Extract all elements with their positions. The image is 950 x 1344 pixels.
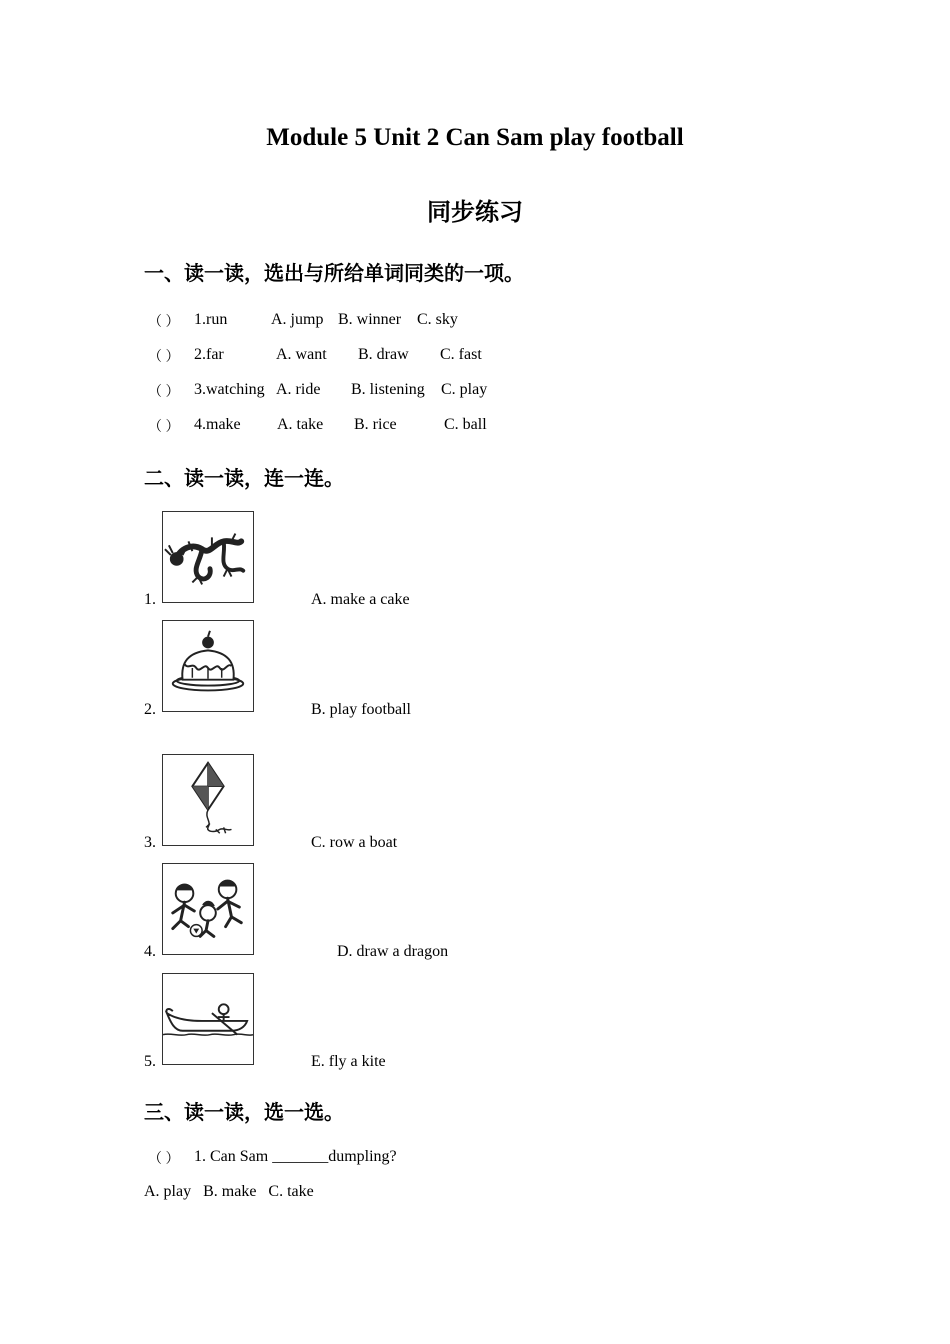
option-b: B. rice: [354, 416, 397, 433]
option-a: A. jump: [271, 311, 324, 328]
option-a: A. ride: [276, 381, 321, 398]
question-word: 4.make: [194, 416, 241, 433]
kite-icon[interactable]: [162, 754, 254, 846]
question-word: 3.watching: [194, 381, 265, 398]
question-word: 1.run: [194, 311, 228, 328]
item-number: 4.: [144, 943, 156, 960]
page-title: Module 5 Unit 2 Can Sam play football: [266, 124, 684, 151]
section1-heading: 一、读一读，选出与所给单词同类的一项。: [144, 261, 524, 285]
section2-heading: 二、读一读，连一连。: [144, 466, 344, 490]
option-c: C. sky: [417, 311, 458, 328]
match-phrase[interactable]: B. play football: [311, 701, 411, 718]
boat-icon[interactable]: [162, 973, 254, 1065]
answer-options: A. play B. make C. take: [144, 1183, 314, 1200]
section3-heading: 三、读一读，选一选。: [144, 1100, 344, 1124]
question-text: 1. Can Sam _______dumpling?: [194, 1148, 397, 1165]
question-word: 2.far: [194, 346, 224, 363]
option-c: C. play: [441, 381, 488, 398]
football-kids-icon[interactable]: [162, 863, 254, 955]
option-b: B. draw: [358, 346, 409, 363]
answer-blank[interactable]: （ ）: [148, 420, 180, 435]
page-subtitle: 同步练习: [427, 198, 523, 226]
option-c: C. ball: [444, 416, 487, 433]
option-c: C. fast: [440, 346, 482, 363]
item-number: 3.: [144, 834, 156, 851]
option-a: A. want: [276, 346, 327, 363]
item-number: 5.: [144, 1053, 156, 1070]
answer-blank[interactable]: （ ）: [148, 315, 180, 330]
answer-blank[interactable]: （ ）: [148, 1152, 180, 1167]
cake-icon[interactable]: [162, 620, 254, 712]
match-phrase[interactable]: C. row a boat: [311, 834, 398, 851]
match-phrase[interactable]: D. draw a dragon: [337, 943, 449, 960]
dragon-icon[interactable]: [162, 511, 254, 603]
match-phrase[interactable]: E. fly a kite: [311, 1053, 386, 1070]
option-a: A. take: [277, 416, 324, 433]
match-phrase[interactable]: A. make a cake: [311, 591, 410, 608]
item-number: 1.: [144, 591, 156, 608]
option-b: B. winner: [338, 311, 402, 328]
item-number: 2.: [144, 701, 156, 718]
option-b: B. listening: [351, 381, 425, 398]
answer-blank[interactable]: （ ）: [148, 350, 180, 365]
answer-blank[interactable]: （ ）: [148, 385, 180, 400]
